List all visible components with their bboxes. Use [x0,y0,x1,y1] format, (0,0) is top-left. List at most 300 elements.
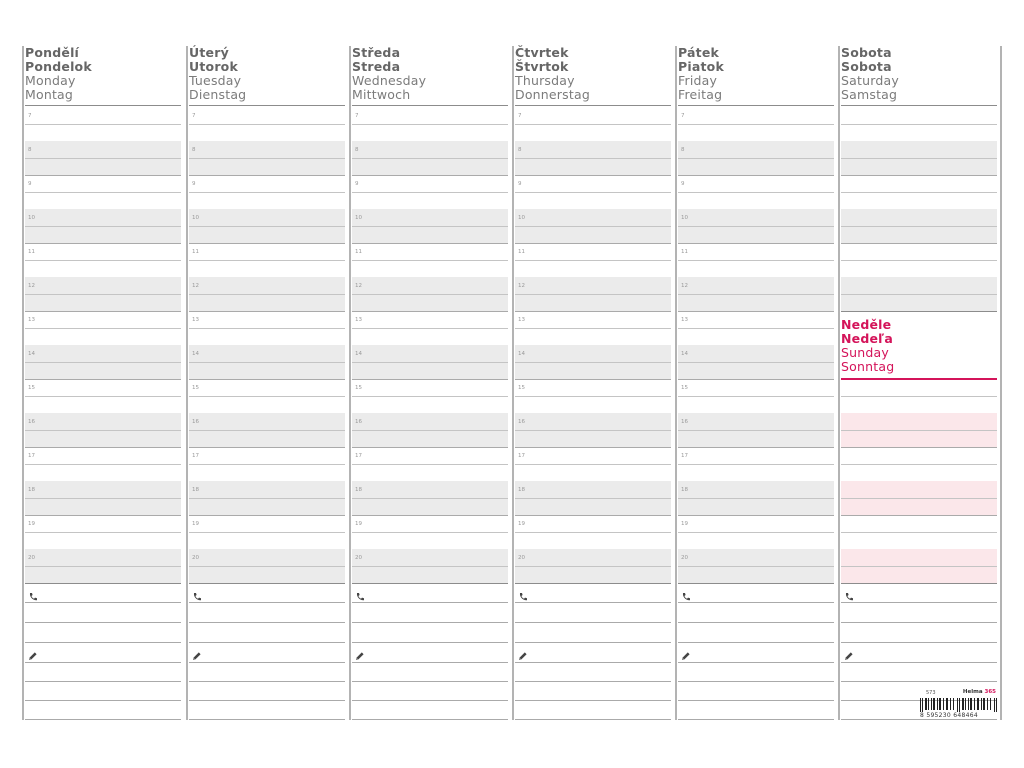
hour-label: 10 [681,215,688,221]
writing-line [515,396,671,397]
writing-line [515,294,671,295]
writing-line [189,328,345,329]
hour-label: 13 [192,317,199,323]
day-name-german: Montag [25,87,74,102]
day-name-slovak: Sobota [841,59,892,74]
writing-line [352,105,508,106]
hour-label: 18 [681,487,688,493]
writing-line [25,105,181,106]
writing-line [352,260,508,261]
writing-line [678,662,834,663]
hour-label: 20 [28,555,35,561]
writing-line [352,447,508,448]
hour-label: 9 [518,181,522,187]
writing-line [678,700,834,701]
hour-label: 8 [192,147,196,153]
day-header [25,46,181,102]
writing-line [189,515,345,516]
day-name-czech: Neděle [841,317,892,332]
pencil-icon [681,646,691,656]
writing-line [841,105,997,106]
writing-line [841,566,997,567]
phone-icon [28,587,38,597]
day-name-slovak: Streda [352,59,401,74]
writing-line [352,175,508,176]
writing-line [678,532,834,533]
writing-line [25,498,181,499]
writing-line [189,532,345,533]
writing-line [515,311,671,312]
writing-line [25,464,181,465]
day-name-english: Wednesday [352,73,427,88]
writing-line [352,602,508,603]
hour-label: 14 [192,351,199,357]
writing-line [515,192,671,193]
writing-line [25,294,181,295]
writing-line [25,583,181,584]
hour-label: 11 [681,249,688,255]
day-name-english: Friday [678,73,718,88]
hour-label: 17 [681,453,688,459]
writing-line [678,362,834,363]
writing-line [678,226,834,227]
writing-line [678,498,834,499]
writing-line [25,124,181,125]
writing-line [841,642,997,643]
writing-line [189,158,345,159]
writing-line [515,328,671,329]
writing-line [678,124,834,125]
day-column [841,0,997,722]
hour-label: 17 [192,453,199,459]
writing-line [352,700,508,701]
pencil-icon [28,646,38,656]
writing-line [678,719,834,720]
writing-line [678,464,834,465]
writing-line [841,464,997,465]
writing-line [25,681,181,682]
writing-line [352,192,508,193]
hour-label: 15 [355,385,362,391]
writing-line [841,243,997,244]
day-header [678,46,834,102]
hour-label: 15 [681,385,688,391]
writing-line [189,294,345,295]
day-name-czech: Čtvrtek [515,45,569,60]
writing-line [515,158,671,159]
day-name-english: Sunday [841,345,889,360]
writing-line [352,532,508,533]
writing-line [515,430,671,431]
writing-line [25,566,181,567]
writing-line [515,583,671,584]
writing-line [515,681,671,682]
writing-line [25,175,181,176]
writing-line [352,719,508,720]
day-name-english: Tuesday [189,73,242,88]
day-name-slovak: Pondelok [25,59,92,74]
writing-line [515,226,671,227]
writing-line [352,430,508,431]
writing-line [25,260,181,261]
writing-line [841,498,997,499]
phone-icon [192,587,202,597]
writing-line [515,260,671,261]
writing-line [25,719,181,720]
day-name-slovak: Utorok [189,59,238,74]
hour-label: 16 [28,419,35,425]
writing-line [515,662,671,663]
writing-line [515,566,671,567]
hour-label: 13 [681,317,688,323]
day-header [515,46,671,102]
pencil-icon [355,646,365,656]
writing-line [841,294,997,295]
hour-label: 16 [192,419,199,425]
hour-label: 15 [28,385,35,391]
writing-line [841,378,997,380]
hour-label: 7 [681,113,685,119]
writing-line [189,602,345,603]
hour-label: 12 [355,283,362,289]
day-column [189,0,345,722]
writing-line [25,396,181,397]
writing-line [352,124,508,125]
writing-line [352,328,508,329]
day-name-slovak: Štvrtok [515,59,569,74]
writing-line [189,192,345,193]
day-name-german: Mittwoch [352,87,411,102]
writing-line [189,566,345,567]
writing-line [678,681,834,682]
writing-line [189,430,345,431]
hour-label: 12 [518,283,525,289]
hour-label: 7 [355,113,359,119]
hour-label: 14 [28,351,35,357]
writing-line [841,311,997,312]
writing-line [189,719,345,720]
writing-line [678,243,834,244]
day-name-english: Saturday [841,73,899,88]
writing-line [841,158,997,159]
hour-label: 18 [355,487,362,493]
day-name-czech: Pondělí [25,45,80,60]
writing-line [678,311,834,312]
day-name-german: Freitag [678,87,723,102]
writing-line [841,583,997,584]
writing-line [189,175,345,176]
hour-label: 20 [192,555,199,561]
hour-label: 7 [192,113,196,119]
writing-line [25,430,181,431]
day-column [352,0,508,722]
writing-line [678,430,834,431]
column-divider [1000,46,1002,720]
writing-line [189,662,345,663]
writing-line [515,532,671,533]
hour-label: 15 [518,385,525,391]
writing-line [25,642,181,643]
writing-line [189,681,345,682]
writing-line [678,158,834,159]
writing-line [515,105,671,106]
pencil-icon [192,646,202,656]
writing-line [25,662,181,663]
hour-label: 20 [518,555,525,561]
writing-line [678,192,834,193]
hour-label: 20 [681,555,688,561]
writing-line [515,642,671,643]
writing-line [678,566,834,567]
writing-line [841,622,997,623]
writing-line [841,515,997,516]
hour-label: 10 [192,215,199,221]
writing-line [25,158,181,159]
writing-line [515,700,671,701]
writing-line [678,642,834,643]
day-name-german: Dienstag [189,87,247,102]
sunday-header [841,318,997,374]
hour-label: 11 [28,249,35,255]
writing-line [352,294,508,295]
hour-label: 12 [28,283,35,289]
writing-line [189,226,345,227]
pencil-icon [518,646,528,656]
writing-line [515,719,671,720]
column-divider [186,46,188,720]
writing-line [841,396,997,397]
phone-icon [355,587,365,597]
hour-label: 19 [28,521,35,527]
writing-line [841,260,997,261]
day-name-german: Donnerstag [515,87,590,102]
hour-label: 13 [518,317,525,323]
writing-line [352,662,508,663]
column-divider [349,46,351,720]
hour-label: 12 [192,283,199,289]
writing-line [678,260,834,261]
writing-line [189,396,345,397]
writing-line [25,602,181,603]
day-name-czech: Sobota [841,45,892,60]
writing-line [841,662,997,663]
hour-label: 7 [28,113,32,119]
day-header [841,46,997,102]
pencil-icon [844,646,854,656]
day-name-czech: Pátek [678,45,720,60]
hour-label: 16 [355,419,362,425]
writing-line [352,158,508,159]
day-name-slovak: Piatok [678,59,724,74]
writing-line [25,362,181,363]
writing-line [25,622,181,623]
writing-line [515,515,671,516]
hour-label: 8 [355,147,359,153]
writing-line [189,622,345,623]
writing-line [515,124,671,125]
hour-label: 9 [681,181,685,187]
hour-label: 8 [518,147,522,153]
writing-line [841,532,997,533]
writing-line [352,566,508,567]
writing-line [841,681,997,682]
hour-label: 9 [355,181,359,187]
day-name-german: Samstag [841,87,898,102]
writing-line [189,243,345,244]
phone-icon [844,587,854,597]
writing-line [841,192,997,193]
hour-label: 13 [355,317,362,323]
day-column [678,0,834,722]
writing-line [515,622,671,623]
hour-label: 10 [28,215,35,221]
hour-label: 9 [192,181,196,187]
product-footer [918,690,998,720]
day-name-czech: Úterý [189,45,229,60]
writing-line [25,447,181,448]
hour-label: 18 [192,487,199,493]
writing-line [841,124,997,125]
writing-line [189,379,345,380]
writing-line [189,700,345,701]
writing-line [515,175,671,176]
writing-line [352,243,508,244]
writing-line [189,642,345,643]
writing-line [352,396,508,397]
writing-line [352,681,508,682]
writing-line [515,379,671,380]
writing-line [678,105,834,106]
column-divider [22,46,24,720]
hour-label: 19 [192,521,199,527]
hour-label: 12 [681,283,688,289]
writing-line [25,700,181,701]
hour-label: 18 [28,487,35,493]
writing-line [841,430,997,431]
barcode-icon [920,698,998,712]
writing-line [25,532,181,533]
writing-line [515,602,671,603]
phone-icon [518,587,528,597]
barcode-digits: 8 595230 648464 [920,712,978,719]
writing-line [841,175,997,176]
writing-line [352,622,508,623]
product-code: 573 [926,690,936,696]
writing-line [25,243,181,244]
hour-label: 17 [518,453,525,459]
day-column [25,0,181,722]
writing-line [189,498,345,499]
hour-label: 19 [355,521,362,527]
writing-line [189,362,345,363]
writing-line [352,464,508,465]
writing-line [352,515,508,516]
writing-line [189,124,345,125]
writing-line [515,464,671,465]
writing-line [352,642,508,643]
writing-line [515,243,671,244]
writing-line [841,447,997,448]
day-name-slovak: Nedeľa [841,331,893,346]
hour-label: 16 [518,419,525,425]
hour-label: 11 [518,249,525,255]
day-column [515,0,671,722]
writing-line [25,311,181,312]
writing-line [515,362,671,363]
column-divider [512,46,514,720]
hour-label: 8 [681,147,685,153]
writing-line [678,396,834,397]
hour-label: 19 [518,521,525,527]
writing-line [352,379,508,380]
writing-line [515,498,671,499]
writing-line [352,498,508,499]
writing-line [25,379,181,380]
hour-label: 15 [192,385,199,391]
writing-line [25,328,181,329]
writing-line [189,464,345,465]
writing-line [678,602,834,603]
writing-line [25,515,181,516]
writing-line [678,447,834,448]
hour-label: 8 [28,147,32,153]
writing-line [352,583,508,584]
writing-line [678,622,834,623]
writing-line [678,294,834,295]
day-name-czech: Středa [352,45,401,60]
hour-label: 18 [518,487,525,493]
writing-line [678,515,834,516]
hour-label: 14 [355,351,362,357]
writing-line [189,583,345,584]
hour-label: 17 [355,453,362,459]
day-name-english: Monday [25,73,76,88]
writing-line [352,311,508,312]
writing-line [189,105,345,106]
column-divider [838,46,840,720]
hour-label: 11 [192,249,199,255]
writing-line [841,602,997,603]
day-header [189,46,345,102]
writing-line [189,260,345,261]
day-name-german: Sonntag [841,359,895,374]
hour-label: 14 [518,351,525,357]
writing-line [841,226,997,227]
hour-label: 19 [681,521,688,527]
hour-label: 7 [518,113,522,119]
hour-label: 11 [355,249,362,255]
hour-label: 14 [681,351,688,357]
hour-label: 9 [28,181,32,187]
brand-logo: Helma 365 [962,689,996,695]
writing-line [25,226,181,227]
column-divider [675,46,677,720]
hour-label: 20 [355,555,362,561]
phone-icon [681,587,691,597]
hour-label: 10 [355,215,362,221]
writing-line [678,175,834,176]
writing-line [515,447,671,448]
writing-line [352,226,508,227]
day-header [352,46,508,102]
writing-line [352,362,508,363]
hour-label: 16 [681,419,688,425]
writing-line [678,583,834,584]
writing-line [678,379,834,380]
hour-label: 13 [28,317,35,323]
hour-label: 17 [28,453,35,459]
writing-line [189,447,345,448]
